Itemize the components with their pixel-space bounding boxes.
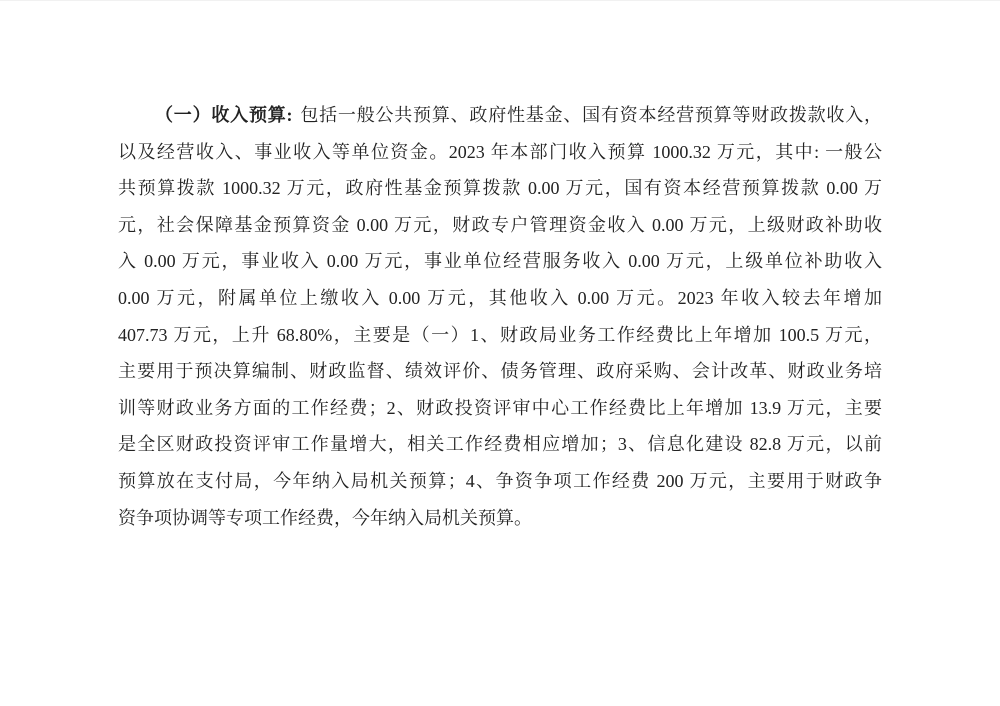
paragraph-line: 训等财政业务方面的工作经费；2、财政投资评审中心工作经费比上年增加 13.9 万元，主要 <box>118 397 882 418</box>
paragraph-line: 预算放在支付局，今年纳入局机关预算；4、争资争项工作经费 200 万元，主要用于财政争 <box>118 470 882 491</box>
paragraph-line: 是全区财政投资评审工作量增大，相关工作经费相应增加；3、信息化建设 82.8 万元，以前 <box>118 434 882 455</box>
paragraph-line: 资争项协调等专项工作经费，今年纳入局机关预算。 <box>118 507 532 528</box>
paragraph-line <box>118 97 882 134</box>
paragraph-line: 共预算拨款 1000.32 万元，政府性基金预算拨款 0.00 万元，国有资本经营预算拨款 0.00 万 <box>118 178 882 199</box>
paragraph-line-text: 包括一般公共预算、政府性基金、国有资本经营预算等财政拨款收入， <box>299 105 882 125</box>
paragraph-line: 0.00 万元，附属单位上缴收入 0.00 万元，其他收入 0.00 万元。2023 年收入较去年增加 <box>118 287 882 308</box>
paragraph-line: 主要用于预决算编制、财政监督、绩效评价、债务管理、政府采购、会计改革、财政业务培 <box>118 361 882 382</box>
paragraph-line: 以及经营收入、事业收入等单位资金。2023 年本部门收入预算 1000.32 万元，其中: 一般公 <box>118 141 882 162</box>
section-heading: （一）收入预算: <box>155 105 293 125</box>
paragraph-line: 入 0.00 万元，事业收入 0.00 万元，事业单位经营服务收入 0.00 万元，上级单位补助收入 <box>118 251 882 272</box>
income-budget-paragraph <box>118 97 882 536</box>
paragraph-line: 元，社会保障基金预算资金 0.00 万元，财政专户管理资金收入 0.00 万元，上级财政补助收 <box>118 214 882 235</box>
paragraph-line: 407.73 万元，上升 68.80%，主要是（一）1、财政局业务工作经费比上年增加 100.5 万元， <box>118 324 882 345</box>
